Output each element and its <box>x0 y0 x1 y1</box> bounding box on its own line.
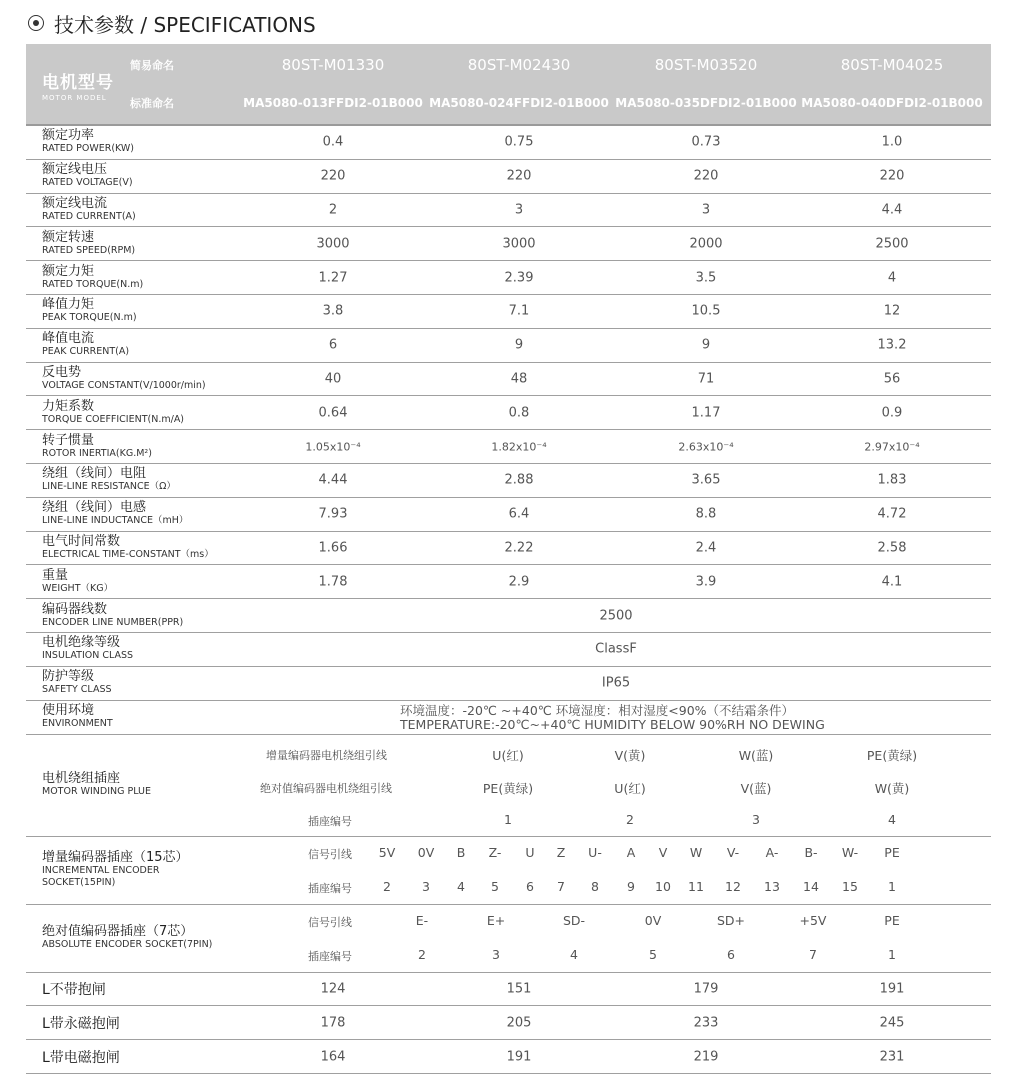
row-label-en: LINE-LINE RESISTANCE（Ω） <box>42 481 176 493</box>
pin-cell: 3 <box>422 878 430 894</box>
value-cell: 0.75 <box>504 134 534 150</box>
row-label <box>42 772 151 798</box>
length-cell: 233 <box>693 1015 719 1031</box>
motor-model-en: MOTOR MODEL <box>42 94 107 102</box>
length-cell: 151 <box>506 981 532 997</box>
pin-cell: PE <box>884 844 900 860</box>
winding-cell: W(黄) <box>874 780 910 796</box>
spec-row <box>26 227 991 261</box>
value-cell: 3 <box>701 202 711 218</box>
value-cell: 220 <box>506 168 532 184</box>
row-label-en: ENCODER LINE NUMBER(PPR) <box>42 616 184 628</box>
span-value: IP65 <box>601 675 631 691</box>
value-cell: 4.1 <box>881 574 903 590</box>
pin-cell: 7 <box>809 946 817 962</box>
row-label-cn: 使用环境 <box>42 703 95 719</box>
sub-label: 插座编号 <box>308 881 352 895</box>
page-title <box>28 8 316 38</box>
row-label-cn: 绕组（线间）电阻 <box>42 466 147 482</box>
row-label <box>42 851 189 889</box>
pin-cell: Z <box>556 844 566 860</box>
circle-bullet-icon <box>28 15 44 31</box>
row-label-cn: 电机绝缘等级 <box>42 635 121 651</box>
motor-winding-row <box>26 735 991 837</box>
row-label-cn: 绝对值编码器插座（7芯） <box>42 924 194 940</box>
row-label-en: INCREMENTAL ENCODER <box>42 865 160 877</box>
length-cell: 164 <box>320 1049 346 1065</box>
length-cell: 124 <box>320 981 346 997</box>
length-cell: 191 <box>506 1049 532 1065</box>
row-label-en: LINE-LINE INDUCTANCE（mH） <box>42 515 189 527</box>
absolute-encoder-row <box>26 905 991 973</box>
length-label: L不带抱闸 <box>42 981 106 998</box>
length-cell: 178 <box>320 1015 346 1031</box>
value-cell: 2.9 <box>508 574 530 590</box>
pin-cell: E+ <box>486 912 506 928</box>
winding-cell: W(蓝) <box>738 747 774 763</box>
row-label <box>42 535 214 561</box>
pin-cell: 3 <box>492 946 500 962</box>
pin-cell: SD- <box>562 912 586 928</box>
pin-cell: 0V <box>644 912 662 928</box>
pin-cell: 5V <box>378 844 396 860</box>
row-label <box>42 332 129 358</box>
value-cell: 0.8 <box>508 405 530 421</box>
sub-label: 插座编号 <box>308 814 352 828</box>
pin-cell: 6 <box>526 878 534 894</box>
value-cell: 56 <box>883 371 901 387</box>
row-label <box>42 603 183 629</box>
row-label-en: RATED SPEED(RPM) <box>42 244 136 256</box>
value-cell: 6 <box>328 337 338 353</box>
row-label-en: ABSOLUTE ENCODER SOCKET(7PIN) <box>42 939 213 951</box>
row-label-cn: 额定线电压 <box>42 162 108 178</box>
pin-cell: 8 <box>591 878 599 894</box>
length-cell: 191 <box>879 981 905 997</box>
std-name-1: MA5080-013FFDI2-01B000 <box>243 96 423 110</box>
value-cell: 6.4 <box>508 506 530 522</box>
row-label-en: PEAK TORQUE(N.m) <box>42 312 137 324</box>
pin-cell: 9 <box>627 878 635 894</box>
pin-cell: 12 <box>725 878 741 894</box>
spec-row <box>26 498 991 532</box>
spec-row <box>26 565 991 599</box>
value-cell: 220 <box>693 168 719 184</box>
pin-cell: 0V <box>417 844 435 860</box>
value-cell: 9 <box>514 337 524 353</box>
pin-cell: W <box>689 844 703 860</box>
winding-cell: U(红) <box>614 780 646 796</box>
pin-cell: A- <box>765 844 779 860</box>
winding-cell: 1 <box>504 811 512 827</box>
pin-cell: B <box>456 844 466 860</box>
row-label-en: ROTOR INERTIA(KG.M²) <box>42 447 152 459</box>
winding-cell: V(蓝) <box>740 780 772 796</box>
row-label <box>42 197 136 223</box>
row-label-cn: 峰值力矩 <box>42 297 95 313</box>
value-cell: 3.5 <box>695 270 717 286</box>
row-label <box>42 501 188 527</box>
pin-cell: E- <box>415 912 429 928</box>
environment-line-cn: 环境温度：-20℃ ~+40℃ 环境湿度：相对湿度<90%（不结霜条件） <box>400 702 795 718</box>
value-cell: 2500 <box>875 236 909 252</box>
value-cell: 2.88 <box>504 472 534 488</box>
pin-cell: 1 <box>888 946 896 962</box>
pin-cell: 10 <box>655 878 671 894</box>
value-cell: 10.5 <box>691 303 721 319</box>
pin-cell: 4 <box>457 878 465 894</box>
value-cell: 1.27 <box>318 270 348 286</box>
row-label <box>42 265 143 291</box>
short-name-label: 简易命名 <box>130 59 174 72</box>
row-label <box>42 636 133 662</box>
table-header <box>26 44 991 126</box>
length-cell: 179 <box>693 981 719 997</box>
row-label-en-2: SOCKET(15PIN) <box>42 877 116 889</box>
pin-cell: 1 <box>888 878 896 894</box>
row-label-en: ENVIRONMENT <box>42 718 113 730</box>
length-label: L带电磁抱闸 <box>42 1049 120 1066</box>
row-label-en: RATED VOLTAGE(V) <box>42 177 133 189</box>
length-row <box>26 1006 991 1040</box>
row-label-cn: 电气时间常数 <box>42 533 121 549</box>
row-label-cn: 增量编码器插座（15芯） <box>42 850 189 866</box>
value-cell: 3.8 <box>322 303 344 319</box>
row-label-cn: 额定线电流 <box>42 195 108 211</box>
row-label <box>42 129 134 155</box>
value-cell: 3.65 <box>691 472 721 488</box>
span-row <box>26 633 991 667</box>
length-cell: 205 <box>506 1015 532 1031</box>
winding-cell: PE(黄绿) <box>866 747 918 763</box>
length-cell: 219 <box>693 1049 719 1065</box>
title-text: 技术参数 / SPECIFICATIONS <box>54 12 316 37</box>
value-cell: 3000 <box>316 236 350 252</box>
value-cell: 2.22 <box>504 540 534 556</box>
row-label-en: MOTOR WINDING PLUE <box>42 786 151 798</box>
pin-cell: 6 <box>727 946 735 962</box>
row-label-cn: 重量 <box>42 567 69 583</box>
value-cell: 2000 <box>689 236 723 252</box>
pin-cell: B- <box>804 844 818 860</box>
spec-row <box>26 194 991 228</box>
value-cell: 48 <box>510 371 528 387</box>
length-label: L带永磁抱闸 <box>42 1015 120 1032</box>
sub-label: 绝对值编码器电机绕组引线 <box>260 781 392 795</box>
pin-cell: PE <box>884 912 900 928</box>
row-label-en: RATED CURRENT(A) <box>42 210 136 222</box>
row-label-en: TORQUE COEFFICIENT(N.m/A) <box>42 413 185 425</box>
value-cell: 1.66 <box>318 540 348 556</box>
pin-cell: A <box>626 844 636 860</box>
row-label <box>42 298 137 324</box>
row-label <box>42 467 176 493</box>
pin-cell: 11 <box>688 878 704 894</box>
row-label-cn: 编码器线数 <box>42 601 108 617</box>
pin-cell: SD+ <box>716 912 746 928</box>
value-cell: 1.17 <box>691 405 721 421</box>
value-cell: 220 <box>320 168 346 184</box>
row-label-en: VOLTAGE CONSTANT(V/1000r/min) <box>42 379 206 391</box>
value-cell: 4.72 <box>877 506 907 522</box>
short-name-4: 80ST-M04025 <box>840 56 944 74</box>
spec-row <box>26 295 991 329</box>
spec-rows <box>26 126 991 599</box>
value-cell: 8.8 <box>695 506 717 522</box>
length-cell: 245 <box>879 1015 905 1031</box>
value-cell: 220 <box>879 168 905 184</box>
row-label-cn: 转子惯量 <box>42 432 95 448</box>
value-cell: 3 <box>514 202 524 218</box>
value-cell: 1.82x10⁻⁴ <box>491 440 547 454</box>
row-label-en: RATED TORQUE(N.m) <box>42 278 144 290</box>
length-rows <box>26 973 991 1074</box>
spec-row <box>26 532 991 566</box>
value-cell: 1.05x10⁻⁴ <box>305 440 361 454</box>
row-label <box>42 231 135 257</box>
pin-cell: 5 <box>491 878 499 894</box>
value-cell: 7.1 <box>508 303 530 319</box>
pin-cell: Z- <box>488 844 502 860</box>
value-cell: 3.9 <box>695 574 717 590</box>
pin-cell: V <box>658 844 668 860</box>
sub-label: 增量编码器电机绕组引线 <box>266 748 387 762</box>
winding-cell: 3 <box>752 811 760 827</box>
value-cell: 2.39 <box>504 270 534 286</box>
row-label-cn: 力矩系数 <box>42 398 95 414</box>
spec-table <box>26 44 991 1074</box>
pin-cell: 4 <box>570 946 578 962</box>
value-cell: 4 <box>887 270 897 286</box>
spec-row <box>26 430 991 464</box>
span-row <box>26 599 991 633</box>
row-label-cn: 峰值电流 <box>42 331 95 347</box>
value-cell: 3000 <box>502 236 536 252</box>
motor-model-label <box>42 68 114 102</box>
row-label-cn: 防护等级 <box>42 669 95 685</box>
row-label <box>42 670 112 696</box>
row-label-cn: 额定功率 <box>42 128 95 144</box>
value-cell: 71 <box>697 371 715 387</box>
std-name-4: MA5080-040DFDI2-01B000 <box>801 96 983 110</box>
value-cell: 2 <box>328 202 338 218</box>
spec-row <box>26 396 991 430</box>
pin-cell: +5V <box>799 912 827 928</box>
pin-cell: 14 <box>803 878 819 894</box>
row-label-en: RATED POWER(KW) <box>42 143 135 155</box>
pin-cell: 15 <box>842 878 858 894</box>
span-value: 2500 <box>599 608 633 624</box>
row-label-en: SAFETY CLASS <box>42 684 112 696</box>
row-label-en: WEIGHT（KG） <box>42 582 114 594</box>
value-cell: 2.4 <box>695 540 717 556</box>
row-label <box>42 366 206 392</box>
value-cell: 1.83 <box>877 472 907 488</box>
value-cell: 0.4 <box>322 134 344 150</box>
short-name-1: 80ST-M01330 <box>281 56 385 74</box>
span-value: ClassF <box>595 641 637 657</box>
value-cell: 13.2 <box>877 337 907 353</box>
sub-label: 信号引线 <box>308 847 352 861</box>
spec-row <box>26 464 991 498</box>
row-label-en: ELECTRICAL TIME-CONSTANT（ms） <box>42 548 214 560</box>
row-label-en: PEAK CURRENT(A) <box>42 346 130 358</box>
value-cell: 12 <box>883 303 901 319</box>
value-cell: 9 <box>701 337 711 353</box>
value-cell: 0.73 <box>691 134 721 150</box>
winding-cell: 2 <box>626 811 634 827</box>
value-cell: 1.0 <box>881 134 903 150</box>
sub-label: 插座编号 <box>308 949 352 963</box>
environment-line-en: TEMPERATURE:-20℃~+40℃ HUMIDITY BELOW 90%RH NO DEWING <box>400 716 825 732</box>
row-label <box>42 704 113 730</box>
winding-cell: U(红) <box>492 747 524 763</box>
winding-cell: V(黄) <box>614 747 646 763</box>
row-label <box>42 434 152 460</box>
winding-cell: 4 <box>888 811 896 827</box>
span-row <box>26 667 991 701</box>
pin-cell: 2 <box>418 946 426 962</box>
winding-cell: PE(黄绿) <box>482 780 534 796</box>
short-name-3: 80ST-M03520 <box>654 56 758 74</box>
value-cell: 4.4 <box>881 202 903 218</box>
value-cell: 40 <box>324 371 342 387</box>
short-name-2: 80ST-M02430 <box>467 56 571 74</box>
length-cell: 231 <box>879 1049 905 1065</box>
value-cell: 0.9 <box>881 405 903 421</box>
value-cell: 2.97x10⁻⁴ <box>864 440 920 454</box>
spec-row <box>26 261 991 295</box>
row-label <box>42 925 212 951</box>
row-label-cn: 额定力矩 <box>42 263 95 279</box>
pin-cell: 7 <box>557 878 565 894</box>
row-label-cn: 绕组（线间）电感 <box>42 500 147 516</box>
environment-text <box>400 704 825 732</box>
row-label <box>42 163 133 189</box>
row-label <box>42 400 184 426</box>
value-cell: 4.44 <box>318 472 348 488</box>
row-label-cn: 电机绕组插座 <box>42 771 121 787</box>
std-name-3: MA5080-035DFDI2-01B000 <box>615 96 797 110</box>
span-rows <box>26 599 991 700</box>
row-label-en: INSULATION CLASS <box>42 650 134 662</box>
spec-row <box>26 329 991 363</box>
spec-row <box>26 126 991 160</box>
value-cell: 2.63x10⁻⁴ <box>678 440 734 454</box>
value-cell: 7.93 <box>318 506 348 522</box>
value-cell: 2.58 <box>877 540 907 556</box>
length-row <box>26 973 991 1007</box>
spec-row <box>26 160 991 194</box>
pin-cell: U- <box>588 844 602 860</box>
pin-cell: W- <box>841 844 859 860</box>
pin-cell: V- <box>726 844 740 860</box>
spec-row <box>26 363 991 397</box>
pin-cell: 2 <box>383 878 391 894</box>
motor-model-cn: 电机型号 <box>42 73 114 93</box>
row-label-cn: 反电势 <box>42 364 82 380</box>
value-cell: 0.64 <box>318 405 348 421</box>
row-label <box>42 569 113 595</box>
pin-cell: U <box>525 844 535 860</box>
std-name-2: MA5080-024FFDI2-01B000 <box>429 96 609 110</box>
sub-label: 信号引线 <box>308 915 352 929</box>
environment-row <box>26 701 991 735</box>
incremental-encoder-row <box>26 837 991 905</box>
pin-cell: 5 <box>649 946 657 962</box>
length-row <box>26 1040 991 1074</box>
value-cell: 1.78 <box>318 574 348 590</box>
std-name-label: 标准命名 <box>130 97 174 110</box>
pin-cell: 13 <box>764 878 780 894</box>
row-label-cn: 额定转速 <box>42 229 95 245</box>
